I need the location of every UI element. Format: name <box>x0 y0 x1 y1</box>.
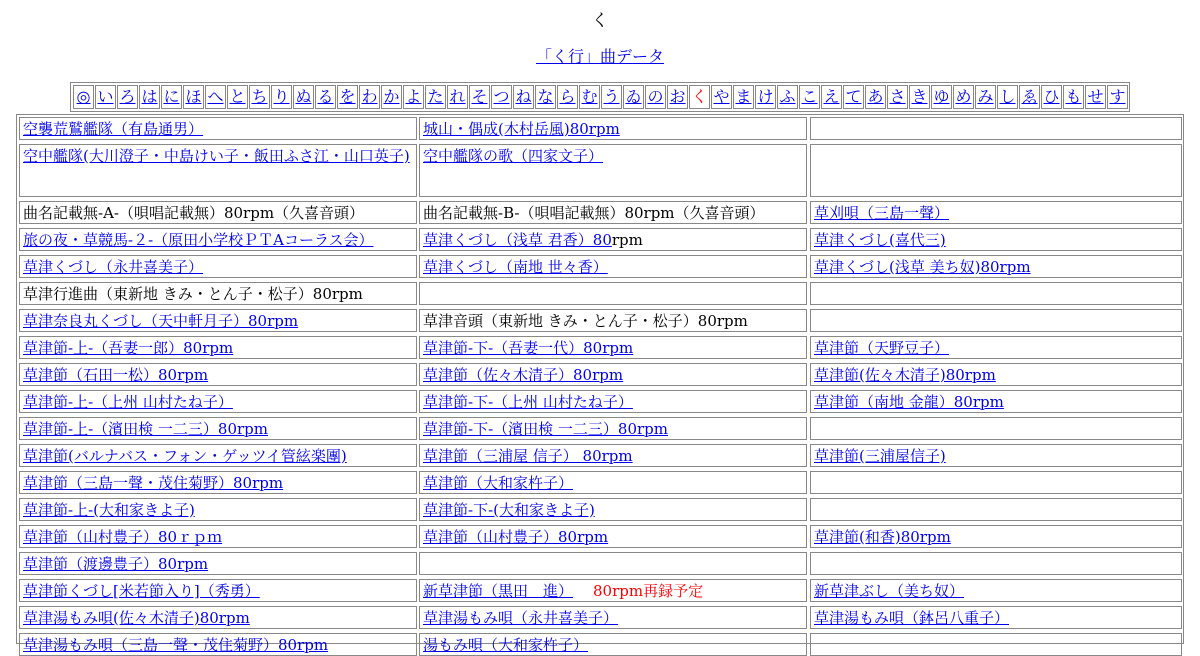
song-link[interactable]: 草津節-下-(大和家きよ子) <box>423 501 595 519</box>
table-cell <box>810 117 1182 140</box>
nav-kana-38[interactable]: き <box>909 85 930 109</box>
song-title: 草津行進曲（東新地 きみ・とん子・松子）80rpm <box>23 285 363 303</box>
table-cell <box>19 228 417 251</box>
nav-kana-47[interactable]: す <box>1107 85 1128 109</box>
song-link[interactable]: 草津節-下-（濱田検 一二三）80rpm <box>423 420 668 438</box>
song-link[interactable]: 草津節-下-（上州 山村たね子） <box>423 393 633 411</box>
table-cell <box>19 471 417 494</box>
table-cell <box>419 444 807 467</box>
song-link[interactable]: 草津節（渡邊豊子）80rpm <box>23 555 209 573</box>
song-link[interactable]: 草津節-上-（上州 山村たね子） <box>23 393 233 411</box>
table-cell <box>419 579 807 602</box>
nav-kana-0[interactable]: ◎ <box>73 85 94 109</box>
nav-kana-39[interactable]: ゆ <box>931 85 952 109</box>
song-link[interactable]: 空中艦隊(大川澄子・中島けい子・飯田ふさ江・山口英子) <box>23 147 410 165</box>
table-cell <box>419 525 807 548</box>
nav-kana-43[interactable]: ゑ <box>1019 85 1040 109</box>
table-cell <box>810 309 1182 332</box>
table-cell <box>810 144 1182 197</box>
nav-kana-41[interactable]: み <box>975 85 996 109</box>
table-cell <box>810 471 1182 494</box>
table-cell <box>419 498 807 521</box>
nav-kana-25[interactable]: ゐ <box>623 85 644 109</box>
nav-kana-37[interactable]: さ <box>887 85 908 109</box>
nav-kana-28: く <box>689 85 710 109</box>
table-cell <box>19 144 417 197</box>
subtitle <box>0 44 1200 67</box>
page-title: く <box>591 11 609 31</box>
nav-kana-45[interactable]: も <box>1063 85 1084 109</box>
table-cell <box>419 633 807 656</box>
song-link[interactable]: 草津くづし（永井喜美子） <box>23 258 204 276</box>
table-cell <box>419 363 807 386</box>
song-title: 草津音頭（東新地 きみ・とん子・松子）80rpm <box>423 312 748 330</box>
nav-kana-19[interactable]: つ <box>491 85 512 109</box>
song-table <box>16 114 1184 654</box>
table-cell <box>419 282 807 305</box>
nav-kana-15[interactable]: よ <box>403 85 424 109</box>
song-link[interactable]: 草津節くづし[米若節入り]（秀勇） <box>23 582 260 600</box>
song-link[interactable]: 草津節（三浦屋 信子） 80rpm <box>423 447 633 465</box>
nav-kana-9[interactable]: り <box>271 85 292 109</box>
song-link[interactable]: 草刈唄（三島一聲） <box>814 204 950 222</box>
song-link[interactable]: 草津節(佐々木清子)80rpm <box>814 366 996 384</box>
nav-kana-1[interactable]: い <box>95 85 116 109</box>
song-link[interactable]: 草津節（大和家杵子） <box>423 474 574 492</box>
song-suffix: rpm <box>611 231 643 249</box>
song-link[interactable]: 草津節-下-（吾妻一代）80rpm <box>423 339 634 357</box>
song-link[interactable]: 草津節(和香)80rpm <box>814 528 951 546</box>
nav-kana-22[interactable]: ら <box>557 85 578 109</box>
song-link[interactable]: 草津節（天野豆子） <box>814 339 950 357</box>
nav-kana-2[interactable]: ろ <box>117 85 138 109</box>
song-link[interactable]: 草津節（南地 金龍）80rpm <box>814 393 1004 411</box>
song-link[interactable]: 草津くづし(浅草 美ち奴)80rpm <box>814 258 1031 276</box>
nav-kana-34[interactable]: え <box>821 85 842 109</box>
table-cell <box>810 201 1182 224</box>
nav-kana-31[interactable]: け <box>755 85 776 109</box>
song-title: 曲名記載無-A-（唄唱記載無）80rpm（久喜音頭） <box>23 204 365 222</box>
nav-kana-7[interactable]: と <box>227 85 248 109</box>
table-cell <box>19 498 417 521</box>
table-cell <box>19 525 417 548</box>
table-cell <box>19 633 417 656</box>
song-link[interactable]: 草津節（三島一聲・茂住菊野）80rpm <box>23 474 284 492</box>
table-cell <box>810 525 1182 548</box>
table-cell <box>419 144 807 197</box>
table-cell <box>810 228 1182 251</box>
table-cell <box>810 498 1182 521</box>
table-cell <box>419 471 807 494</box>
song-link[interactable]: 草津湯もみ唄（永井喜美子） <box>423 609 619 627</box>
nav-kana-27[interactable]: お <box>667 85 688 109</box>
table-cell <box>810 282 1182 305</box>
song-link[interactable]: 草津くづし(喜代三) <box>814 231 946 249</box>
song-title: 曲名記載無-B-（唄唱記載無）80rpm（久喜音頭） <box>423 204 765 222</box>
song-link[interactable]: 草津節（山村豊子）80ｒｐｍ <box>23 528 223 546</box>
table-cell <box>419 552 807 575</box>
rerecord-note: 80rpm再録予定 <box>593 582 704 600</box>
song-link[interactable]: 草津湯もみ唄(佐々木清子)80rpm <box>23 609 250 627</box>
table-cell <box>419 228 807 251</box>
song-link[interactable]: 草津節-上-（濱田検 一二三）80rpm <box>23 420 268 438</box>
song-link[interactable]: 空中艦隊の歌（四家文子） <box>423 147 604 165</box>
nav-kana-24[interactable]: う <box>601 85 622 109</box>
nav-kana-46[interactable]: せ <box>1085 85 1106 109</box>
song-link[interactable]: 草津くづし（南地 世々香） <box>423 258 608 276</box>
song-link[interactable]: 草津節（石田一松）80rpm <box>23 366 209 384</box>
nav-kana-42[interactable]: し <box>997 85 1018 109</box>
table-cell <box>19 282 417 305</box>
table-cell <box>19 255 417 278</box>
nav-kana-32[interactable]: ふ <box>777 85 798 109</box>
nav-kana-6[interactable]: へ <box>205 85 226 109</box>
song-link[interactable]: 草津節-上-(大和家きよ子) <box>23 501 195 519</box>
table-cell <box>810 255 1182 278</box>
nav-kana-4[interactable]: に <box>161 85 182 109</box>
kana-navigation <box>70 82 1130 112</box>
song-link[interactable]: 草津節（佐々木清子）80rpm <box>423 366 624 384</box>
table-cell <box>419 309 807 332</box>
nav-kana-35[interactable]: て <box>843 85 864 109</box>
table-cell <box>19 444 417 467</box>
nav-kana-18[interactable]: そ <box>469 85 490 109</box>
song-link[interactable]: 新草津ぶし（美ち奴） <box>814 582 965 600</box>
song-link[interactable]: 空襲荒鷲艦隊（有島通男） <box>23 120 204 138</box>
nav-kana-5[interactable]: ほ <box>183 85 204 109</box>
table-cell <box>19 363 417 386</box>
table-cell <box>419 336 807 359</box>
table-cell <box>419 117 807 140</box>
table-cell <box>419 390 807 413</box>
nav-kana-11[interactable]: る <box>315 85 336 109</box>
nav-kana-14[interactable]: か <box>381 85 402 109</box>
nav-kana-16[interactable]: た <box>425 85 446 109</box>
song-link[interactable]: 草津節(三浦屋信子) <box>814 447 946 465</box>
song-link[interactable]: 草津湯もみ唄（三島一聲・茂住菊野）80rpm <box>23 636 329 654</box>
nav-kana-23[interactable]: む <box>579 85 600 109</box>
song-link[interactable]: 草津くづし（浅草 君香）80 <box>423 231 612 249</box>
nav-kana-8[interactable]: ち <box>249 85 270 109</box>
nav-kana-21[interactable]: な <box>535 85 556 109</box>
table-cell <box>19 117 417 140</box>
song-link[interactable]: 新草津節（黒田 進） <box>423 582 574 600</box>
song-link[interactable]: 草津節(バルナバス・フォン・ゲッツイ管絃楽團) <box>23 447 347 465</box>
nav-kana-36[interactable]: あ <box>865 85 886 109</box>
table-cell <box>419 201 807 224</box>
nav-kana-40[interactable]: め <box>953 85 974 109</box>
nav-kana-13[interactable]: わ <box>359 85 380 109</box>
nav-kana-3[interactable]: は <box>139 85 160 109</box>
table-cell <box>810 363 1182 386</box>
table-cell <box>810 336 1182 359</box>
table-cell <box>19 201 417 224</box>
nav-kana-29[interactable]: や <box>711 85 732 109</box>
table-cell <box>810 444 1182 467</box>
nav-kana-33[interactable]: こ <box>799 85 820 109</box>
table-cell <box>419 606 807 629</box>
nav-kana-17[interactable]: れ <box>447 85 468 109</box>
song-link[interactable]: 草津湯もみ唄（鉢呂八重子） <box>814 609 1010 627</box>
table-cell <box>19 309 417 332</box>
table-cell <box>19 390 417 413</box>
nav-kana-20[interactable]: ね <box>513 85 534 109</box>
table-cell <box>419 417 807 440</box>
nav-kana-44[interactable]: ひ <box>1041 85 1062 109</box>
table-cell <box>19 552 417 575</box>
table-cell <box>810 417 1182 440</box>
table-cell <box>810 579 1182 602</box>
table-cell <box>810 606 1182 629</box>
table-cell <box>19 336 417 359</box>
table-cell <box>810 552 1182 575</box>
table-cell <box>19 417 417 440</box>
nav-kana-10[interactable]: ぬ <box>293 85 314 109</box>
song-link[interactable]: 草津節（山村豊子）80rpm <box>423 528 609 546</box>
table-cell <box>419 255 807 278</box>
subtitle-link[interactable]: 「く行」曲データ <box>535 47 664 66</box>
table-cell <box>810 633 1182 656</box>
song-link[interactable]: 旅の夜・草競馬-２-（原田小学校ＰＴAコーラス会） <box>23 231 374 249</box>
nav-kana-26[interactable]: の <box>645 85 666 109</box>
table-cell <box>19 579 417 602</box>
nav-kana-12[interactable]: を <box>337 85 358 109</box>
song-link[interactable]: 城山・偶成(木村岳風)80rpm <box>423 120 620 138</box>
song-link[interactable]: 草津奈良丸くづし（天中軒月子）80rpm <box>23 312 299 330</box>
nav-kana-30[interactable]: ま <box>733 85 754 109</box>
song-link[interactable]: 草津節-上-（吾妻一郎）80rpm <box>23 339 234 357</box>
table-cell <box>810 390 1182 413</box>
song-link[interactable]: 湯もみ唄（大和家杵子） <box>423 636 589 654</box>
table-cell <box>19 606 417 629</box>
